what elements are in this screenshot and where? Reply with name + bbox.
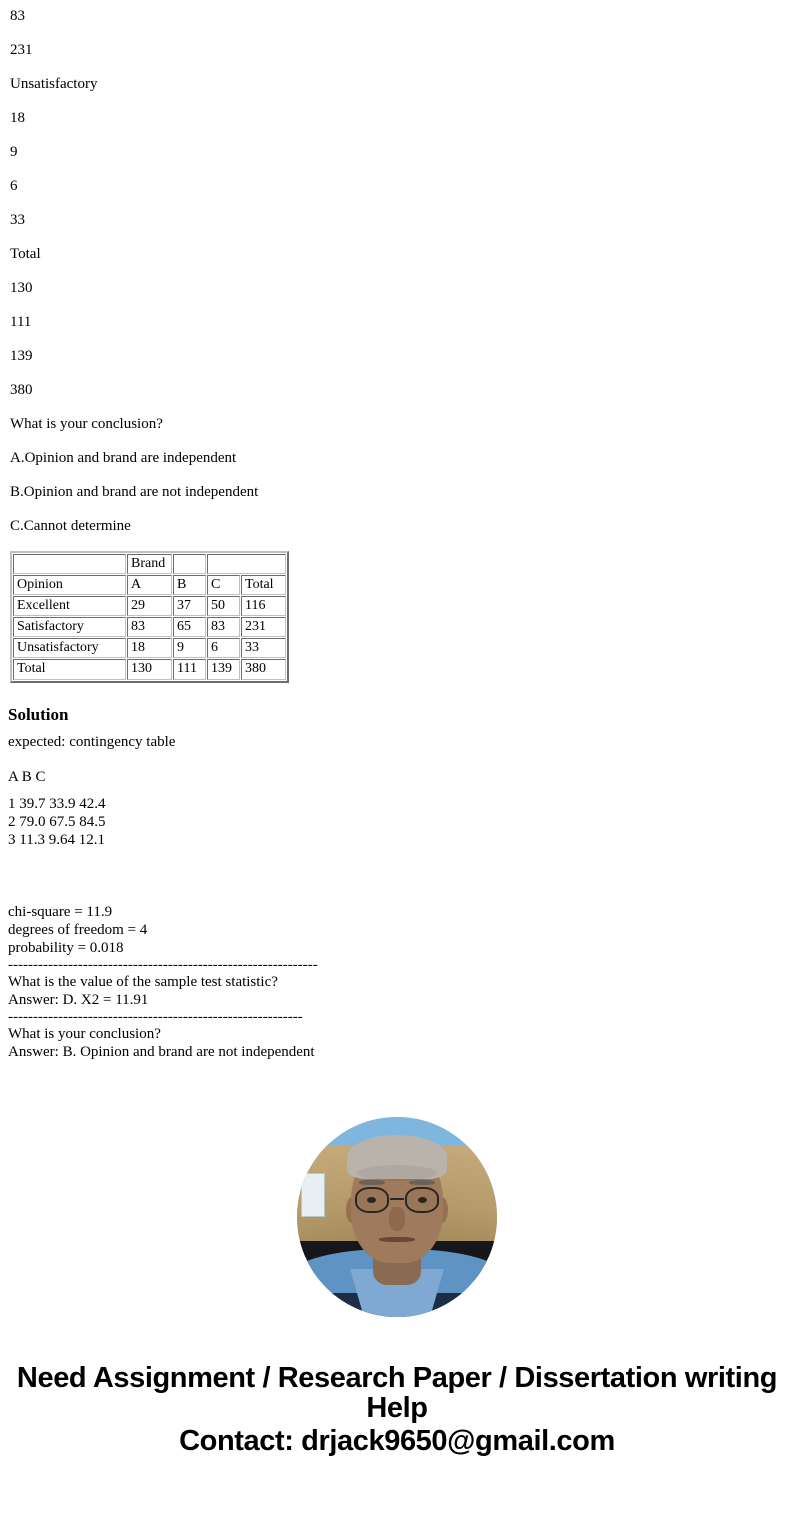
row-label: Satisfactory (13, 617, 126, 637)
avatar-eyebrow-left (359, 1180, 385, 1185)
cell-total: 380 (241, 659, 286, 679)
footer-ad-contact: Contact: drjack9650@gmail.com (179, 1424, 615, 1457)
table-row (13, 596, 286, 616)
top-fragment: 130 (10, 279, 33, 296)
expected-values-block (8, 795, 794, 849)
separator-line: ----------------------------------------------------------- (8, 1008, 303, 1025)
top-fragment: 111 (10, 313, 32, 330)
top-fragment: 9 (10, 143, 18, 160)
cell-b: 9 (173, 638, 206, 658)
table-header-row (13, 575, 286, 595)
expected-row: 3 11.3 9.64 12.1 (8, 831, 105, 848)
table-row (13, 659, 286, 679)
top-fragment: 380 (10, 381, 33, 398)
cell-c: 6 (207, 638, 240, 658)
cell-a: 18 (127, 638, 172, 658)
top-fragment: 18 (10, 109, 25, 126)
avatar (297, 1117, 497, 1317)
cell-a: 29 (127, 596, 172, 616)
top-fragment: 83 (10, 8, 25, 24)
column-header-opinion: Opinion (13, 575, 126, 595)
group-header-spacer (207, 554, 286, 574)
expected-caption: expected: contingency table (8, 734, 176, 751)
followup-answer-2: Answer: B. Opinion and brand are not independent (8, 1043, 315, 1060)
avatar-background-window (301, 1173, 325, 1217)
table-row (13, 617, 286, 637)
contingency-table (10, 551, 289, 683)
cell-b: 111 (173, 659, 206, 679)
statistics-block (8, 903, 794, 1061)
row-label: Excellent (13, 596, 126, 616)
cell-c: 50 (207, 596, 240, 616)
solution-heading: Solution (8, 704, 69, 724)
table-group-header-row (13, 554, 286, 574)
cell-b: 65 (173, 617, 206, 637)
question-option-b: B.Opinion and brand are not independent (10, 483, 259, 500)
footer-ad-headline: Need Assignment / Research Paper / Dissertation writing Help (16, 1361, 778, 1425)
expected-row: 1 39.7 33.9 42.4 (8, 795, 106, 812)
cell-total: 231 (241, 617, 286, 637)
avatar-forehead-shadow (357, 1165, 437, 1181)
stat-probability: probability = 0.018 (8, 939, 124, 956)
avatar-nose (389, 1207, 405, 1231)
stat-chi-square: chi-square = 11.9 (8, 903, 113, 920)
cell-total: 116 (241, 596, 286, 616)
expected-column-header: A B C (8, 769, 46, 786)
group-header-brand: Brand (127, 554, 172, 574)
avatar-eye-left (367, 1197, 376, 1203)
expected-row: 2 79.0 67.5 84.5 (8, 813, 106, 830)
avatar-eyebrow-right (409, 1180, 435, 1185)
column-header-b: B (173, 575, 206, 595)
question-option-c: C.Cannot determine (10, 517, 131, 534)
row-label: Unsatisfactory (13, 638, 126, 658)
group-header-blank-right (173, 554, 206, 574)
cell-a: 83 (127, 617, 172, 637)
contingency-table-wrapper (10, 551, 794, 683)
avatar-row (0, 1117, 794, 1317)
table-row (13, 638, 286, 658)
vertical-gap (0, 849, 794, 903)
row-label: Total (13, 659, 126, 679)
avatar-mouth (379, 1237, 415, 1242)
cell-a: 130 (127, 659, 172, 679)
avatar-glasses-bridge (390, 1198, 404, 1201)
avatar-eye-right (418, 1197, 427, 1203)
question-prompt: What is your conclusion? (10, 415, 163, 432)
separator-line: -------------------------------------------------------------- (8, 956, 318, 973)
followup-question-1: What is the value of the sample test statistic? (8, 973, 278, 990)
footer-advertisement (0, 1363, 794, 1456)
top-fragment: 33 (10, 211, 25, 228)
top-fragment: Total (10, 245, 41, 262)
top-fragment: 6 (10, 177, 18, 194)
followup-answer-1: Answer: D. X2 = 11.91 (8, 991, 149, 1008)
cell-total: 33 (241, 638, 286, 658)
column-header-c: C (207, 575, 240, 595)
cell-b: 37 (173, 596, 206, 616)
group-header-blank-left (13, 554, 126, 574)
question-option-a: A.Opinion and brand are independent (10, 449, 237, 466)
top-fragment: Unsatisfactory (10, 75, 98, 92)
column-header-a: A (127, 575, 172, 595)
top-fragment: 231 (10, 41, 33, 58)
top-fragment: 139 (10, 347, 33, 364)
column-header-total: Total (241, 575, 286, 595)
stat-degrees-of-freedom: degrees of freedom = 4 (8, 921, 148, 938)
cell-c: 83 (207, 617, 240, 637)
top-fragment-list (0, 0, 794, 407)
followup-question-2: What is your conclusion? (8, 1025, 161, 1042)
cell-c: 139 (207, 659, 240, 679)
